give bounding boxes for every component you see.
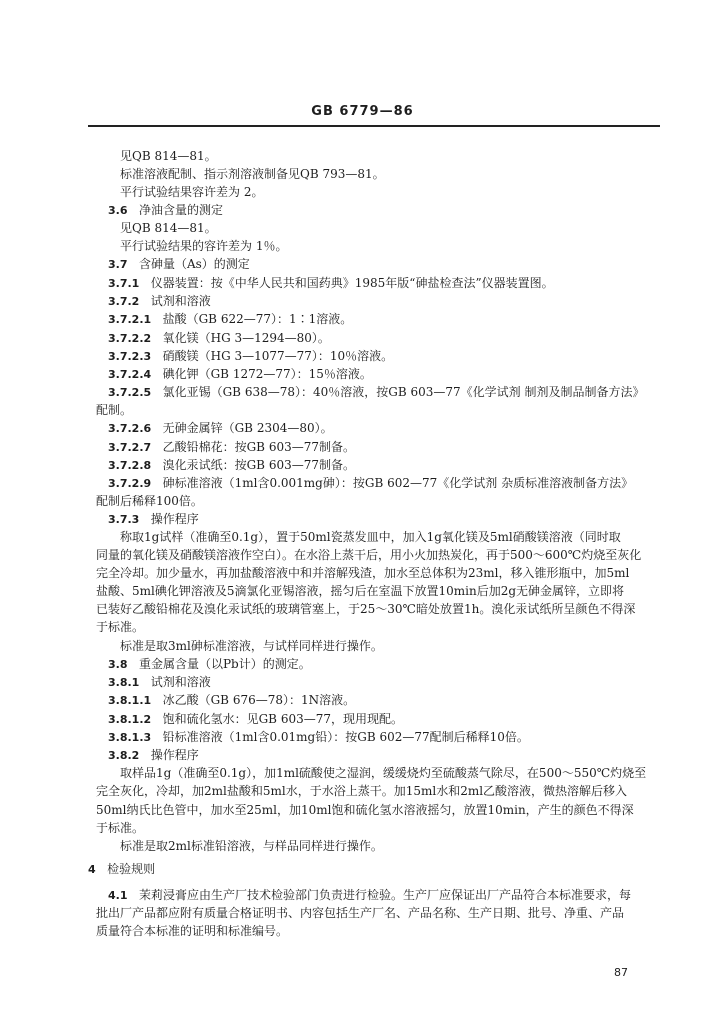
clause-number: 3.7.2.8 xyxy=(108,459,152,472)
text-line: 取样品1g（准确至0.1g），加1ml硫酸使之湿润，缓缓烧灼至硫酸蒸气除尽，在500～550℃灼烧至 xyxy=(120,766,647,780)
standard-number-header: GB 6779—86 xyxy=(311,104,414,119)
text-line: 3.7.1 仪器装置：按《中华人民共和国药典》1985年版“砷盐检查法”仪器装置图。 xyxy=(108,276,554,290)
text-line: 3.8.1.2 饱和硫化氢水：见GB 603—77，现用现配。 xyxy=(108,712,403,726)
text-line: 50ml纳氏比色管中，加水至25ml，加10ml饱和硫化氢水溶液摇匀，放置10min，产生的颜色不得深 xyxy=(96,803,634,817)
text-line: 标准是取2ml标准铅溶液，与样品同样进行操作。 xyxy=(120,839,383,853)
clause-number: 3.6 xyxy=(108,204,128,217)
text-line: 见QB 814—81。 xyxy=(120,149,217,163)
clause-number: 3.7.2.4 xyxy=(108,368,152,381)
clause-number: 3.7.2 xyxy=(108,295,140,308)
text-line: 3.7.2.1 盐酸（GB 622—77）：1∶1溶液。 xyxy=(108,312,353,326)
text-line: 批出厂产品都应附有质量合格证明书、内容包括生产厂名、产品名称、生产日期、批号、净重、产品 xyxy=(96,906,625,920)
clause-number: 3.7 xyxy=(108,258,128,271)
text-line: 4.1 茉莉浸膏应由生产厂技术检验部门负责进行检验。生产厂应保证出厂产品符合本标准要求，每 xyxy=(108,888,631,902)
text-line: 于标准。 xyxy=(96,821,145,835)
clause-number: 3.7.1 xyxy=(108,277,140,290)
text-line: 于标准。 xyxy=(96,620,145,634)
text-line: 标准溶液配制、指示剂溶液制备见QB 793—81。 xyxy=(120,167,385,181)
text-line: 3.7.2.3 硝酸镁（HG 3—1077—77）：10％溶液。 xyxy=(108,349,394,363)
clause-number: 3.7.2.9 xyxy=(108,477,152,490)
clause-number: 3.7.2.6 xyxy=(108,422,152,435)
text-line: 3.7.2.4 碘化钾（GB 1272—77）：15％溶液。 xyxy=(108,367,372,381)
text-line: 4 检验规则 xyxy=(88,862,156,876)
text-line: 称取1g试样（准确至0.1g），置于50ml瓷蒸发皿中，加入1g氧化镁及5ml硝酸镁溶液（同时取 xyxy=(120,530,621,544)
text-line: 配制后稀释100倍。 xyxy=(96,494,203,508)
text-line: 见QB 814—81。 xyxy=(120,221,217,235)
text-line: 3.8.1 试剂和溶液 xyxy=(108,675,211,689)
clause-number: 3.7.2.1 xyxy=(108,313,152,326)
text-line: 3.7.2.8 溴化汞试纸：按GB 603—77制备。 xyxy=(108,458,355,472)
text-line: 完全冷却。加少量水，再加盐酸溶液中和并溶解残渣，加水至总体积为23ml，移入锥形瓶中，加5ml xyxy=(96,566,630,580)
text-line: 3.7.2.9 砷标准溶液（1ml含0.001mg砷）：按GB 602—77《化学试剂 杂质标准溶液制备方法》 xyxy=(108,476,634,490)
clause-number: 3.7.2.5 xyxy=(108,386,152,399)
clause-number: 3.7.3 xyxy=(108,513,140,526)
text-line: 3.8.2 操作程序 xyxy=(108,748,199,762)
text-line: 同量的氧化镁及硝酸镁溶液作空白）。在水浴上蒸干后，用小火加热炭化，再于500～600℃灼烧至灰化 xyxy=(96,548,642,562)
clause-number: 3.8.1 xyxy=(108,676,140,689)
page-number: 87 xyxy=(614,966,628,979)
text-line: 3.8.1.1 冰乙酸（GB 676—78）：1N溶液。 xyxy=(108,693,356,707)
clause-number: 3.8.2 xyxy=(108,749,140,762)
clause-number: 3.8.1.2 xyxy=(108,713,152,726)
clause-number: 4.1 xyxy=(108,889,128,902)
text-line: 完全灰化，冷却，加2ml盐酸和5ml水，于水浴上蒸干。加15ml水和2ml乙酸溶液，微热溶解后移入 xyxy=(96,784,628,798)
header-rule xyxy=(88,125,660,127)
clause-number: 3.8 xyxy=(108,658,128,671)
text-line: 3.8.1.3 铅标准溶液（1ml含0.01mg铅）：按GB 602—77配制后稀释10倍。 xyxy=(108,730,529,744)
clause-number: 3.7.2.2 xyxy=(108,332,152,345)
clause-number: 4 xyxy=(88,863,96,876)
text-line: 3.7.3 操作程序 xyxy=(108,512,199,526)
text-line: 平行试验结果的容许差为 1％。 xyxy=(120,239,288,253)
text-line: 3.7.2.7 乙酸铅棉花：按GB 603—77制备。 xyxy=(108,440,355,454)
text-line: 标准是取3ml砷标准溶液，与试样同样进行操作。 xyxy=(120,639,383,653)
text-line: 3.6 净油含量的测定 xyxy=(108,203,223,217)
text-line: 3.8 重金属含量（以Pb计）的测定。 xyxy=(108,657,311,671)
text-line: 3.7.2.6 无砷金属锌（GB 2304—80）。 xyxy=(108,421,333,435)
clause-number: 3.8.1.3 xyxy=(108,731,152,744)
text-line: 已装好乙酸铅棉花及溴化汞试纸的玻璃管塞上，于25～30℃暗处放置1h。溴化汞试纸所呈颜色不得深 xyxy=(96,602,636,616)
text-line: 3.7.2.2 氧化镁（HG 3—1294—80）。 xyxy=(108,331,330,345)
clause-number: 3.7.2.3 xyxy=(108,350,152,363)
text-line: 配制。 xyxy=(96,403,133,417)
text-line: 3.7.2 试剂和溶液 xyxy=(108,294,211,308)
text-line: 3.7.2.5 氯化亚锡（GB 638—78）：40％溶液，按GB 603—77《化学试剂 制剂及制品制备方法》 xyxy=(108,385,645,399)
text-line: 盐酸、5ml碘化钾溶液及5滴氯化亚锡溶液，摇匀后在室温下放置10min后加2g无砷金属锌，立即将 xyxy=(96,584,625,598)
text-line: 3.7 含砷量（As）的测定 xyxy=(108,257,250,271)
text-line: 平行试验结果容许差为 2。 xyxy=(120,185,264,199)
clause-number: 3.8.1.1 xyxy=(108,694,152,707)
text-line: 质量符合本标准的证明和标准编号。 xyxy=(96,924,289,938)
clause-number: 3.7.2.7 xyxy=(108,441,152,454)
